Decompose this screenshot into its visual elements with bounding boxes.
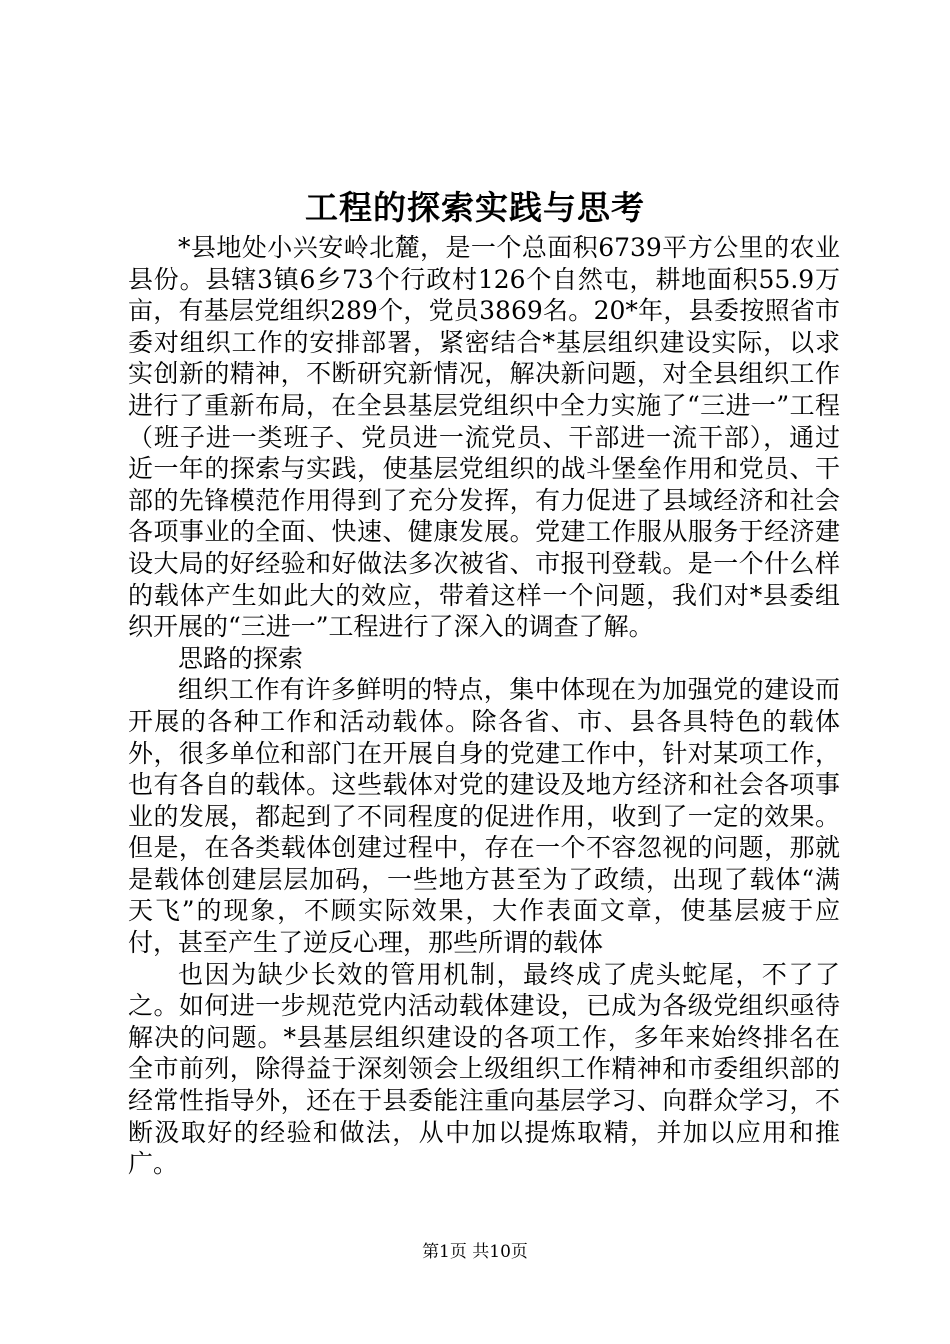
page-number-footer: 第1页 共10页	[422, 1242, 528, 1262]
section-heading: 思路的探索	[178, 643, 304, 673]
document-body	[128, 232, 840, 1180]
paragraph-intro: *县地处小兴安岭北麓，是一个总面积6739平方公里的农业县份。县辖3镇6乡73个行政村126个自然屯，耕地面积55.9万亩，有基层党组织289个，党员3869名。20*年，县委按照省市委对组织工作的安排部署，紧密结合*基层组织建设实际，以求实创新的精神，不断研究新情况，解决新问题，对全县组织工作进行了重新布局，在全县基层党组织中全力实施了“三进一”工程（班子进一类班子、党员进一流党员、干部进一流干部），通过近一年的探索与实践，使基层党组织的战斗堡垒作用和党员、干部的先锋模范作用得到了充分发挥，有力促进了县域经济和社会各项事业的全面、快速、健康发展。党建工作服从服务于经济建设大局的好经验和好做法多次被省、市报刊登载。是一个什么样的载体产生如此大的效应，带着这样一个问题，我们对*县委组织开展的“三进一”工程进行了深入的调查了解。	[128, 233, 840, 642]
paragraph-carriers: 组织工作有许多鲜明的特点，集中体现在为加强党的建设而开展的各种工作和活动载体。除各省、市、县各具特色的载体外，很多单位和部门在开展自身的党建工作中，针对某项工作，也有各自的载体。这些载体对党的建设及地方经济和社会各项事业的发展，都起到了不同程度的促进作用，收到了一定的效果。但是，在各类载体创建过程中，存在一个不容忽视的问题，那就是载体创建层层加码，一些地方甚至为了政绩，出现了载体“满天飞”的现象，不顾实际效果，大作表面文章，使基层疲于应付，甚至产生了逆反心理，那些所谓的载体	[128, 675, 840, 958]
document-title: 工程的探索实践与思考	[305, 188, 645, 227]
paragraph-mechanism: 也因为缺少长效的管用机制，最终成了虎头蛇尾，不了了之。如何进一步规范党内活动载体建设，已成为各级党组织亟待解决的问题。*县基层组织建设的各项工作，多年来始终排名在全市前列，除得益于深刻领会上级组织工作精神和市委组织部的经常性指导外，还在于县委能注重向基层学习、向群众学习，不断汲取好的经验和做法，从中加以提炼取精，并加以应用和推广。	[128, 959, 840, 1179]
